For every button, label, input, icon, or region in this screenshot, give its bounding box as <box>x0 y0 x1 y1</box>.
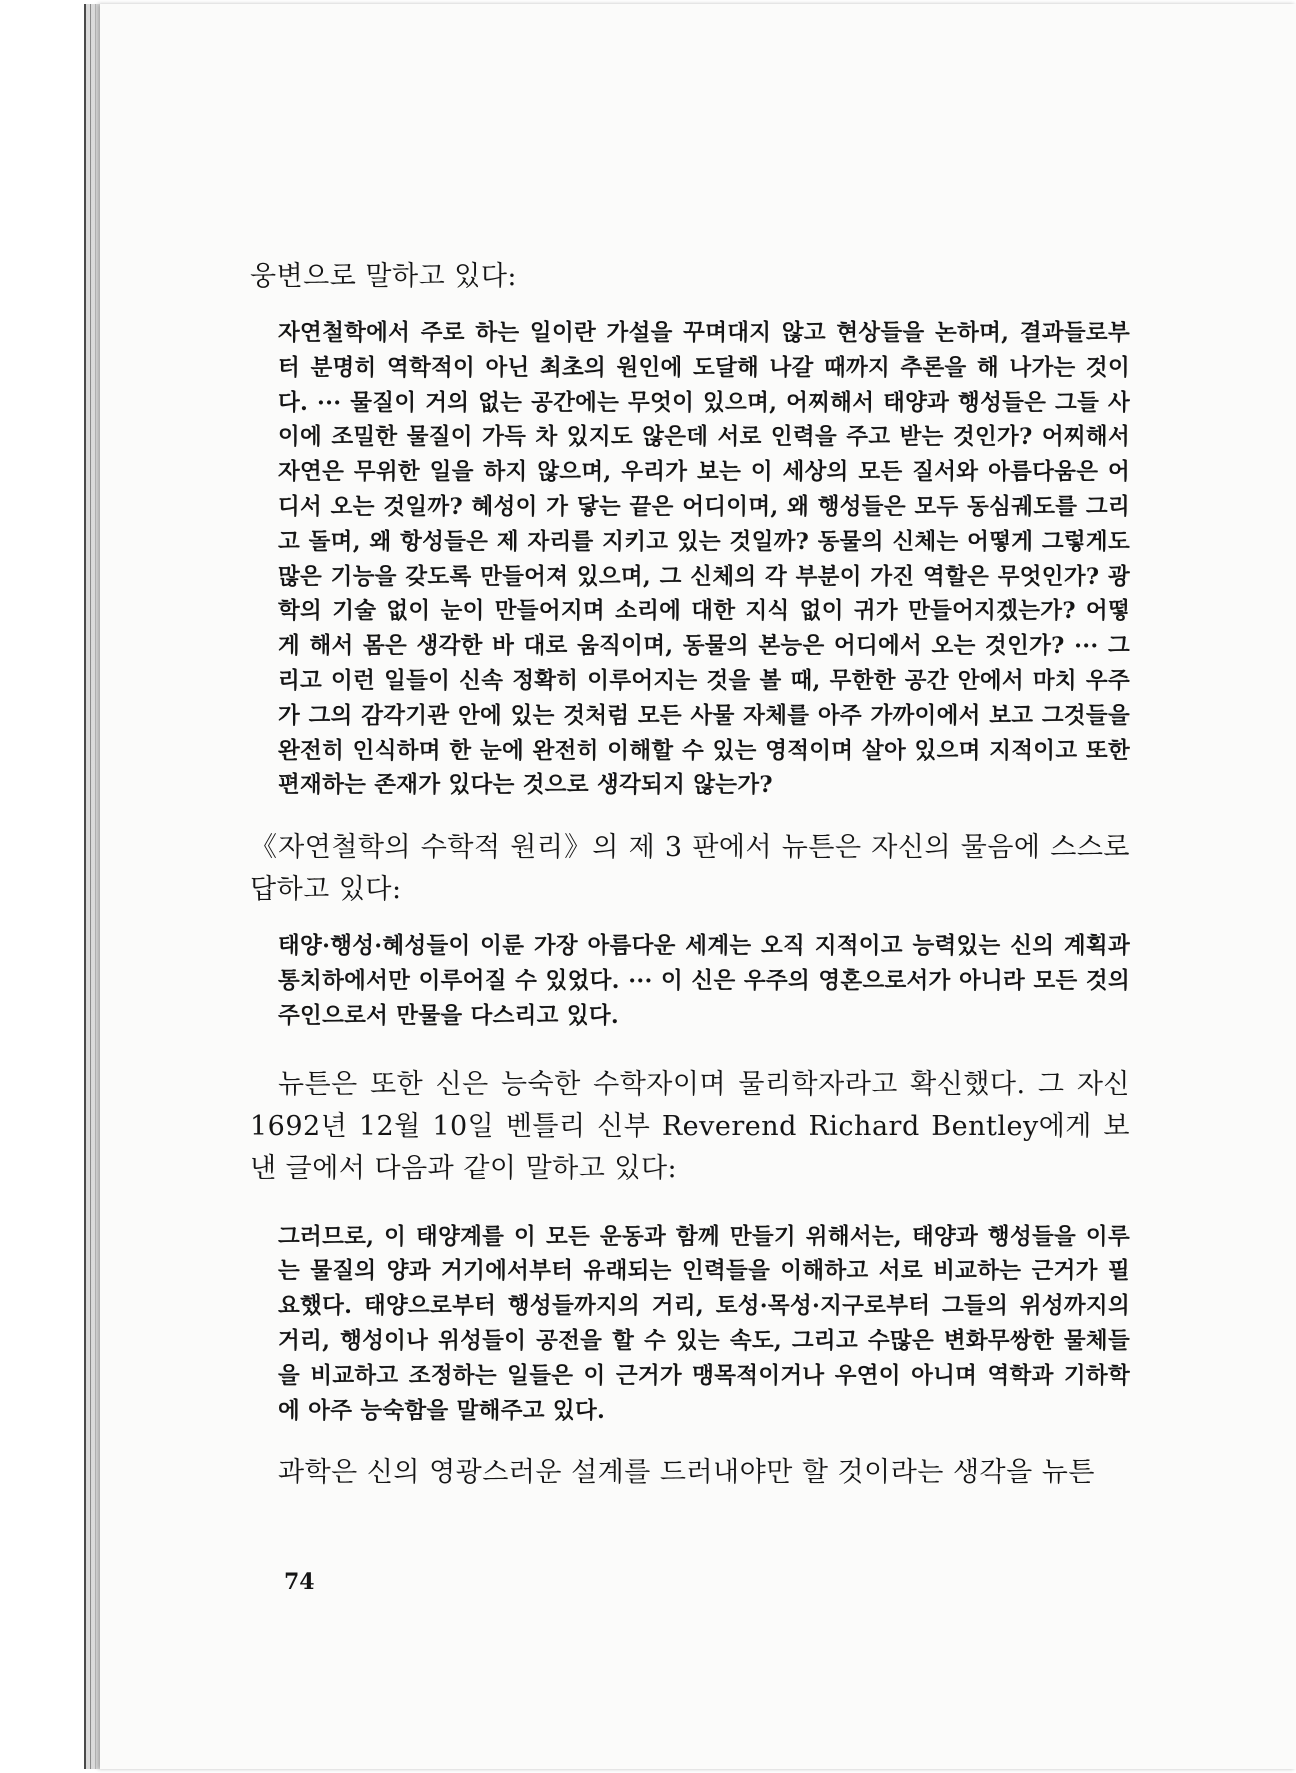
body-paragraph: 뉴튼은 또한 신은 능숙한 수학자이며 물리학자라고 확신했다. 그 자신 1692년 12월 10일 벤틀리 신부 Reverend Richard Bentley에게 보낸 글에서 다음과 같이 말하고 있다: <box>250 1068 1130 1184</box>
page-number: 74 <box>284 1569 315 1595</box>
block-quote: 그러므로, 이 태양계를 이 모든 운동과 함께 만들기 위해서는, 태양과 행성들을 이루는 물질의 양과 거기에서부터 유래되는 인력들을 이해하고 서로 비교하는 근거가 필요했다. 태양으로부터 행성들까지의 거리, 토성·목성·지구로부터 그들의 위성까지의 거리, 행성이나 위성들이 공전을 할 수 있는 속도, 그리고 수많은 변화무쌍한 물체들을 비교하고 조정하는 일들은 이 근거가 맹목적이거나 우연이 아니며 역학과 기하학에 아주 능숙함을 말해주고 있다. <box>278 1223 1130 1424</box>
book-page <box>100 4 1296 1769</box>
block-quote: 태양·행성·혜성들이 이룬 가장 아름다운 세계는 오직 지적이고 능력있는 신의 계획과 통치하에서만 이루어질 수 있었다. ··· 이 신은 우주의 영혼으로서가 아니라 모든 것의 주인으로서 만물을 다스리고 있다. <box>278 933 1131 1029</box>
body-paragraph: 웅변으로 말하고 있다: <box>250 261 517 292</box>
body-paragraph: 과학은 신의 영광스러운 설계를 드러내야만 할 것이라는 생각을 뉴튼 <box>278 1457 1095 1489</box>
page-stack <box>84 4 1296 1769</box>
page-text <box>250 256 1130 1494</box>
body-paragraph: 《자연철학의 수학적 원리》의 제 3 판에서 뉴튼은 자신의 물음에 스스로 답하고 있다: <box>250 832 1130 906</box>
block-quote: 자연철학에서 주로 하는 일이란 가설을 꾸며대지 않고 현상들을 논하며, 결과들로부터 분명히 역학적이 아닌 최초의 원인에 도달해 나갈 때까지 추론을 해 나가는 것이다. ··· 물질이 거의 없는 공간에는 무엇이 있으며, 어찌해서 태양과 행성들은 그들 사이에 조밀한 물질이 가득 차 있지도 않은데 서로 인력을 주고 받는 것인가? 어찌해서 자연은 무위한 일을 하지 않으며, 우리가 보는 이 세상의 모든 질서와 아름다움은 어디서 오는 것일까? 혜성이 가 닿는 끝은 어디이며, 왜 행성들은 모두 동심궤도를 그리고 돌며, 왜 항성들은 제 자리를 지키고 있는 것일까? 동물의 신체는 어떻게 그렇게도 많은 기능을 갖도록 만들어져 있으며, 그 신체의 각 부분이 가진 역할은 무엇인가? 광학의 기술 없이 눈이 만들어지며 소리에 대한 지식 없이 귀가 만들어지겠는가? 어떻게 해서 몸은 생각한 바 대로 움직이며, 동물의 본능은 어디에서 오는 것인가? ··· 그리고 이런 일들이 신속 정확히 이루어지는 것을 볼 때, 무한한 공간 안에서 마치 우주가 그의 감각기관 안에 있는 것처럼 모든 사물 자체를 아주 가까이에서 보고 그것들을 완전히 인식하며 한 눈에 완전히 이해할 수 있는 영적이며 살아 있으며 지적이고 또한 편재하는 존재가 있다는 것으로 생각되지 않는가? <box>278 320 1130 799</box>
